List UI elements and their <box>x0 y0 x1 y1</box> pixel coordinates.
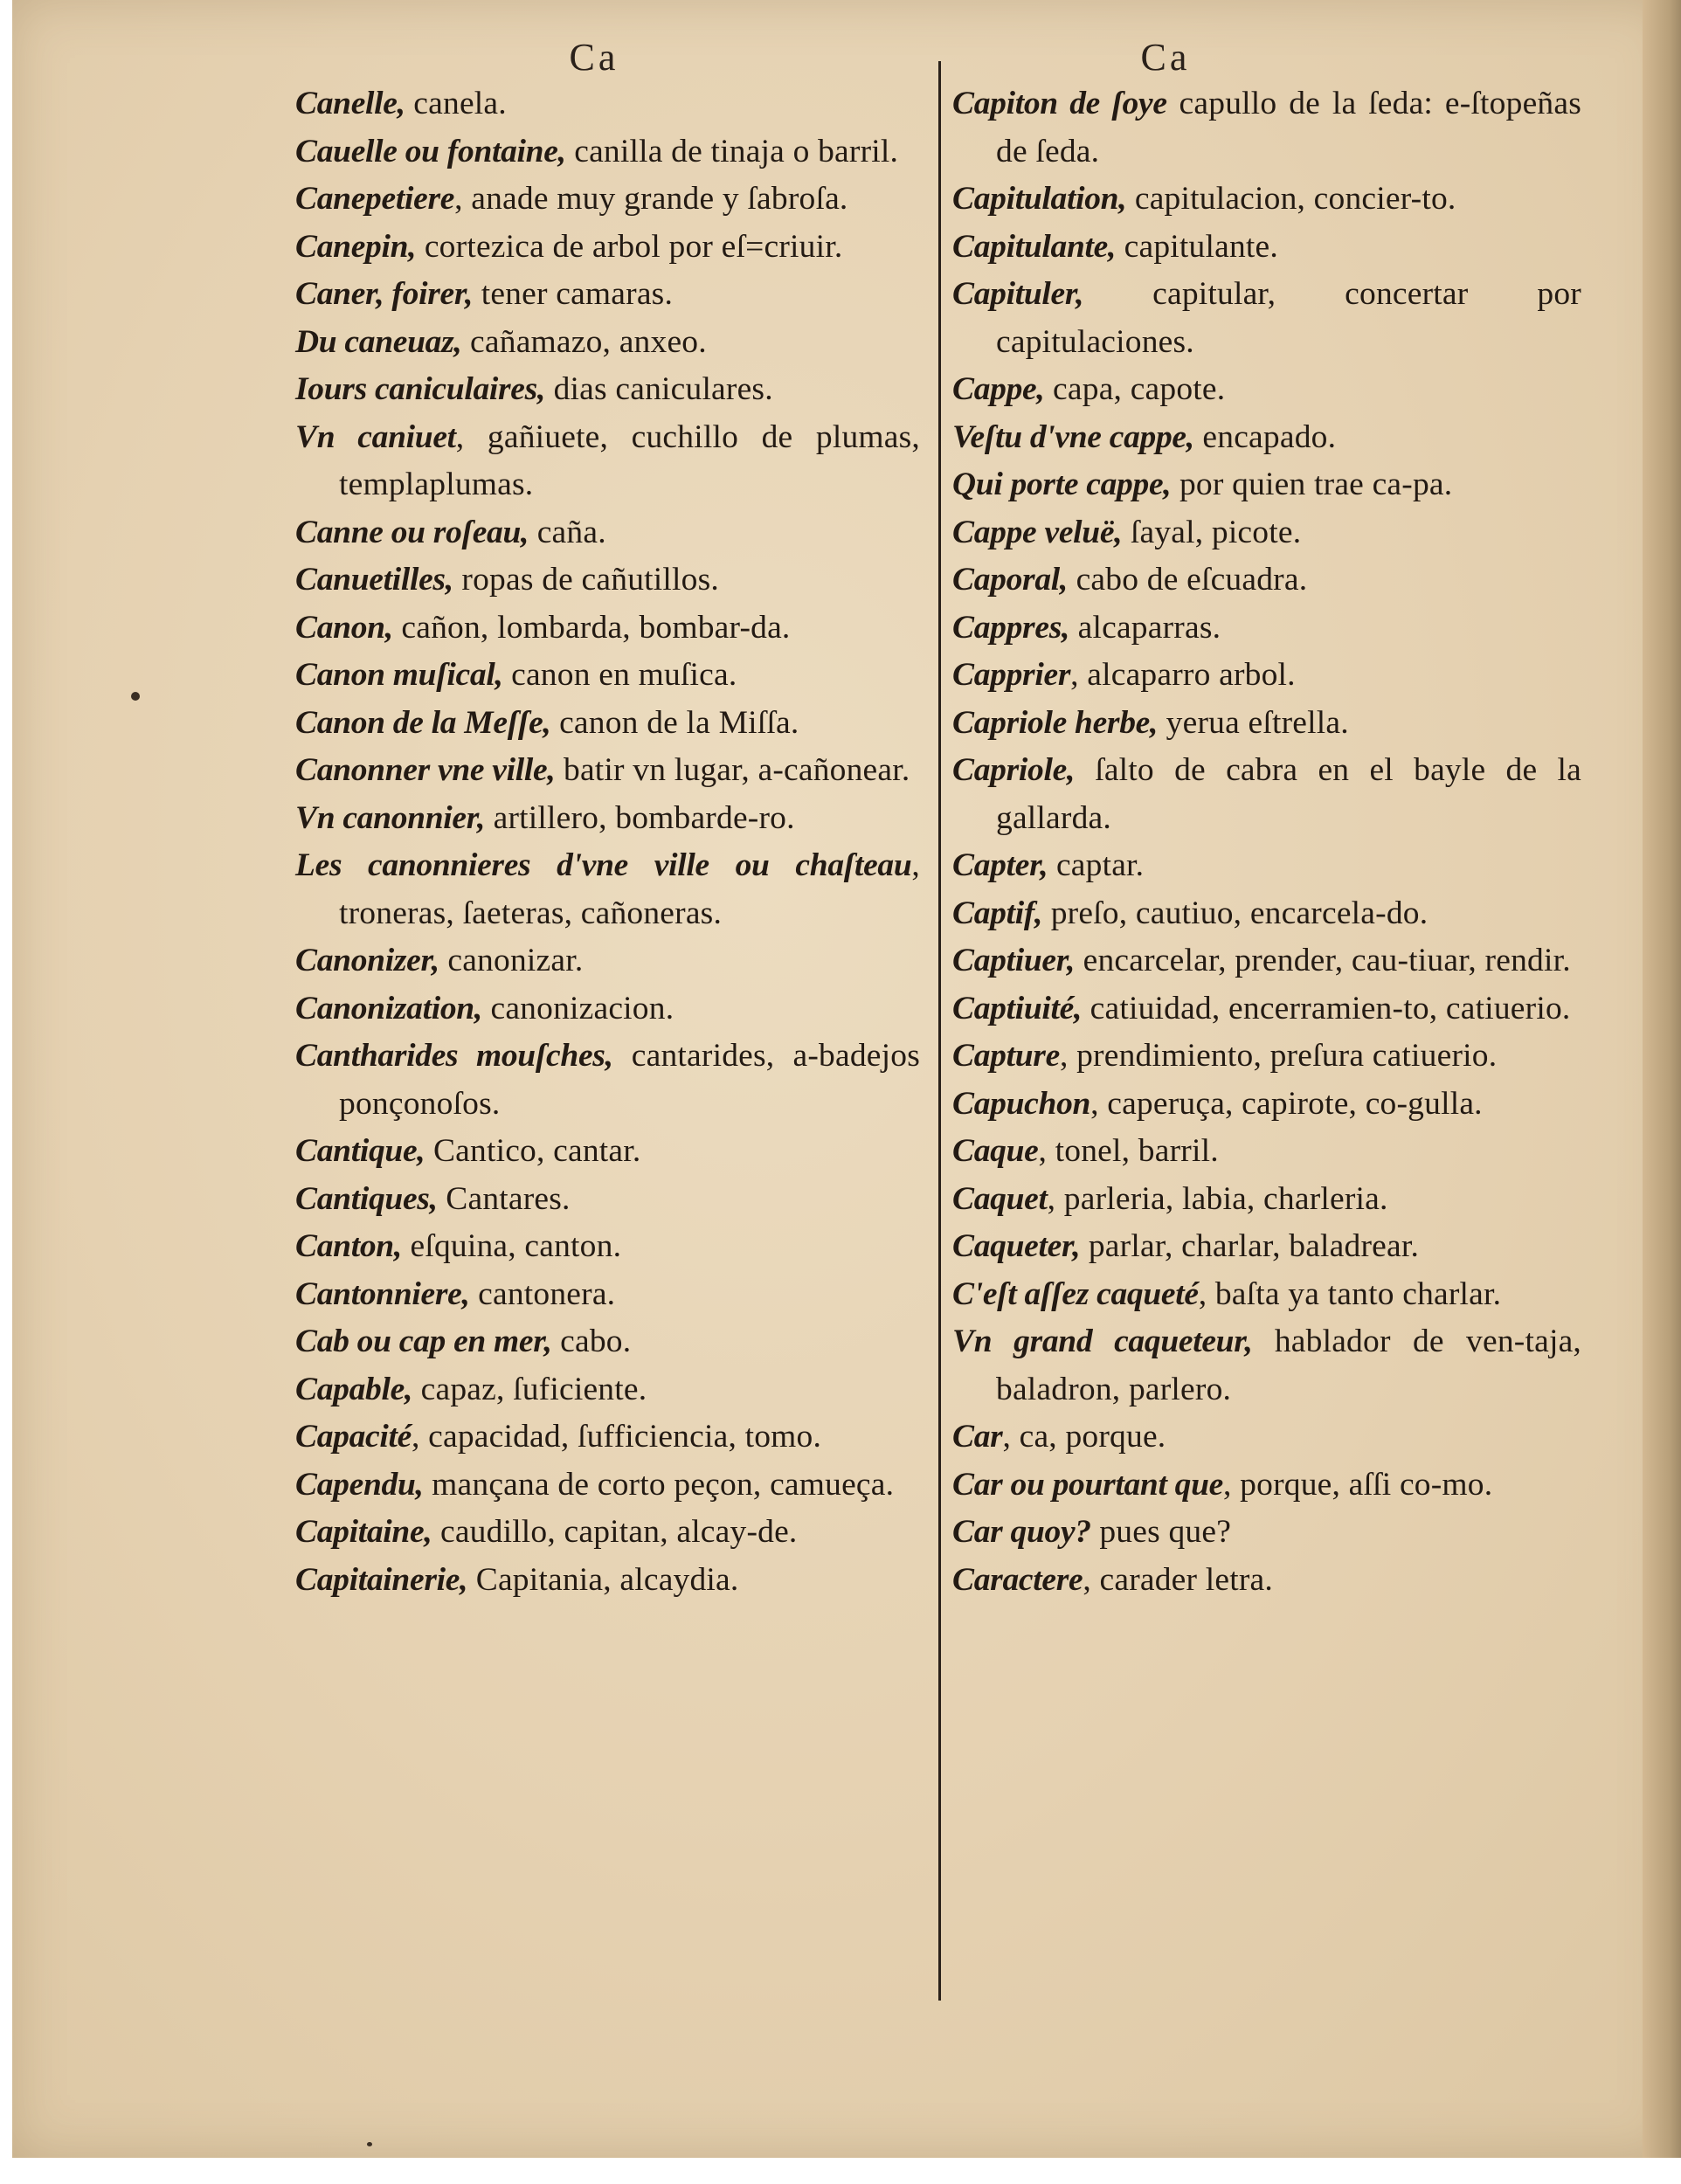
entry-headword: Cantiques, <box>295 1180 438 1217</box>
entry-headword: Vn canonnier, <box>295 799 486 836</box>
entry-headword: Canonizer, <box>295 943 439 978</box>
entry-headword: Capture <box>952 1038 1060 1074</box>
dictionary-entry <box>295 1128 920 1176</box>
entry-definition: captar. <box>1048 847 1145 883</box>
dictionary-entry <box>295 1223 920 1271</box>
entry-definition: , troneras, ſaeteras, cañoneras. <box>339 847 920 931</box>
dictionary-entry <box>295 224 920 272</box>
entry-definition: ſayal, picote. <box>1122 514 1302 550</box>
dictionary-entry <box>952 1271 1581 1319</box>
entry-definition: , tonel, barril. <box>1038 1133 1219 1169</box>
entry-headword: Cappe veluë, <box>952 514 1123 550</box>
entry-definition: batir vn lugar, a-cañonear. <box>555 752 910 788</box>
dictionary-entry <box>295 605 920 653</box>
dictionary-entry <box>295 1509 920 1557</box>
dictionary-entry <box>952 652 1581 700</box>
entry-headword: Caqueter, <box>952 1228 1081 1264</box>
dictionary-entry <box>295 80 920 128</box>
entry-definition: catiuidad, encerramien-to, catiuerio. <box>1082 990 1571 1026</box>
dictionary-entry <box>952 1081 1581 1129</box>
entry-definition: capitular, concertar por capitulaciones. <box>996 276 1581 360</box>
dictionary-entry <box>295 366 920 414</box>
entry-definition: mançana de corto peçon, camueça. <box>423 1466 895 1503</box>
entry-headword: Canonner vne ville, <box>295 752 556 788</box>
entry-definition: canon en muſica. <box>502 657 737 693</box>
entry-definition: dias caniculares. <box>545 371 773 407</box>
entry-headword: Cappres, <box>952 609 1070 646</box>
entry-headword: Vn grand caqueteur, <box>952 1324 1253 1359</box>
right-column-header: Ca <box>1140 36 1191 79</box>
entry-headword: Canelle, <box>295 86 405 121</box>
entry-definition: canon de la Miſſa. <box>550 704 799 741</box>
dictionary-entry <box>952 605 1581 653</box>
dictionary-entry <box>952 1413 1581 1462</box>
entry-definition: encarcelar, prender, cau-tiuar, rendir. <box>1075 943 1571 978</box>
left-column-header: Ca <box>569 36 619 79</box>
entry-headword: Cantharides mouſches, <box>295 1038 613 1074</box>
entry-definition: Cantares. <box>437 1180 571 1217</box>
dictionary-entry <box>952 1557 1581 1605</box>
entry-headword: Caporal, <box>952 562 1068 598</box>
dictionary-entry <box>952 1318 1581 1413</box>
entry-definition: tener camaras. <box>473 276 674 312</box>
dictionary-entry <box>295 319 920 367</box>
entry-definition: canonizacion. <box>481 990 674 1026</box>
entry-definition: por quien trae ca-pa. <box>1171 467 1453 502</box>
dictionary-entry <box>295 747 920 795</box>
entry-definition: cantarides, a-badejos ponçonoſos. <box>339 1038 920 1122</box>
entry-definition: hablador de ven-taja, baladron, parlero. <box>996 1324 1581 1407</box>
entry-headword: Car ou pourtant que <box>952 1466 1224 1503</box>
dictionary-entry <box>952 842 1581 890</box>
ink-speck <box>367 2142 372 2146</box>
entry-headword: Capitulation, <box>952 181 1127 217</box>
entry-headword: Qui porte cappe, <box>952 467 1172 502</box>
entry-headword: Canon, <box>295 609 393 646</box>
entry-definition: Cantico, cantar. <box>425 1133 641 1169</box>
entry-definition: ſalto de cabra en el bayle de la gallarda. <box>996 752 1581 836</box>
dictionary-entry <box>952 937 1581 985</box>
entry-definition: parlar, charlar, baladrear. <box>1080 1228 1420 1264</box>
entry-headword: Capriole herbe, <box>952 704 1159 741</box>
entry-headword: Car quoy? <box>952 1514 1091 1550</box>
entry-definition: , carader letra. <box>1083 1561 1273 1598</box>
entry-definition: , anade muy grande y ſabroſa. <box>454 181 848 217</box>
dictionary-entry <box>295 652 920 700</box>
entry-definition: , baſta ya tanto charlar. <box>1198 1275 1502 1312</box>
right-column <box>952 80 1581 1604</box>
dictionary-entry <box>295 937 920 985</box>
entry-headword: Captif, <box>952 895 1043 931</box>
entry-headword: Capprier <box>952 657 1071 693</box>
dictionary-entry <box>952 985 1581 1033</box>
entry-headword: Capuchon <box>952 1085 1091 1122</box>
entry-headword: Canon de la Meſſe, <box>295 704 551 741</box>
entry-headword: Caque <box>952 1133 1039 1169</box>
dictionary-entry <box>295 842 920 937</box>
entry-definition: artillero, bombarde-ro. <box>485 799 795 836</box>
entry-headword: Veſtu d'vne cappe, <box>952 418 1194 455</box>
dictionary-entry <box>952 414 1581 462</box>
left-column <box>295 80 920 1604</box>
entry-definition: encapado. <box>1193 418 1337 455</box>
entry-headword: Cantonniere, <box>295 1275 470 1312</box>
entry-definition: pues que? <box>1090 1514 1232 1550</box>
dictionary-entry <box>295 176 920 224</box>
entry-headword: Capitulante, <box>952 228 1117 265</box>
entry-definition: canilla de tinaja o barril. <box>565 133 899 169</box>
entry-headword: Capitainerie, <box>295 1561 468 1598</box>
entry-headword: Iours caniculaires, <box>295 371 546 407</box>
dictionary-entry <box>952 80 1581 176</box>
dictionary-entry <box>952 700 1581 748</box>
dictionary-entry <box>952 556 1581 605</box>
entry-headword: Captiuité, <box>952 990 1083 1026</box>
entry-definition: , caperuça, capirote, co-gulla. <box>1090 1085 1483 1122</box>
dictionary-entry <box>952 1509 1581 1557</box>
entry-headword: Capitaine, <box>295 1514 432 1550</box>
entry-headword: Capiton de ſoye <box>952 86 1167 121</box>
entry-definition: capa, capote. <box>1044 371 1226 407</box>
dictionary-entry <box>295 985 920 1033</box>
dictionary-entry <box>295 795 920 843</box>
entry-definition: cabo. <box>551 1324 632 1359</box>
entry-definition: cortezica de arbol por eſ=criuir. <box>416 228 843 265</box>
dictionary-entry <box>295 1318 920 1366</box>
entry-definition: , gañiuete, cuchillo de plumas, templaplumas. <box>339 418 920 502</box>
entry-headword: Canon muſical, <box>295 657 503 693</box>
entry-definition: Capitania, alcaydia. <box>467 1561 739 1598</box>
dictionary-entry <box>295 1033 920 1128</box>
entry-headword: Capable, <box>295 1371 413 1407</box>
dictionary-entry <box>952 366 1581 414</box>
dictionary-entry <box>952 509 1581 557</box>
entry-headword: Cappe, <box>952 371 1045 407</box>
entry-definition: capitulacion, concier-to. <box>1126 181 1456 217</box>
dictionary-entry <box>295 1271 920 1319</box>
dictionary-entry <box>295 128 920 176</box>
dictionary-entry <box>952 1033 1581 1081</box>
entry-definition: canela. <box>405 86 507 121</box>
dictionary-entry <box>295 509 920 557</box>
entry-headword: Canuetilles, <box>295 562 453 598</box>
entry-definition: , alcaparro arbol. <box>1070 657 1296 693</box>
page-edge-shadow <box>1643 0 1681 2158</box>
entry-headword: Cauelle ou fontaine, <box>295 133 566 169</box>
dictionary-entry <box>952 271 1581 366</box>
entry-definition: alcaparras. <box>1069 609 1221 646</box>
dictionary-entry <box>295 1176 920 1224</box>
dictionary-entry <box>952 176 1581 224</box>
entry-headword: Vn caniuet <box>295 418 456 455</box>
ink-speck <box>131 692 140 701</box>
entry-definition: capullo de la ſeda: e-ſtopeñas de ſeda. <box>996 86 1581 169</box>
entry-headword: Caner, foirer, <box>295 276 474 312</box>
entry-definition: capaz, ſuficiente. <box>412 1371 647 1407</box>
dictionary-entry <box>295 414 920 509</box>
entry-headword: Cab ou cap en mer, <box>295 1324 552 1359</box>
entry-definition: , ca, porque. <box>1002 1419 1166 1455</box>
entry-headword: Canne ou roſeau, <box>295 514 529 550</box>
entry-definition: cantonera. <box>469 1275 616 1312</box>
entry-headword: Les canonnieres d'vne ville ou chaſteau <box>295 847 912 883</box>
entry-definition: cañamazo, anxeo. <box>461 323 707 360</box>
entry-headword: Canepin, <box>295 228 417 265</box>
entry-definition: , capacidad, ſufficiencia, tomo. <box>412 1419 822 1455</box>
entry-definition: capitulante. <box>1116 228 1278 265</box>
entry-definition: canonizar. <box>439 943 584 978</box>
scan-margin <box>0 2158 1681 2184</box>
entry-headword: Caractere <box>952 1561 1083 1598</box>
entry-definition: , prendimiento, preſura catiuerio. <box>1059 1038 1498 1074</box>
entry-headword: Caquet <box>952 1180 1048 1217</box>
entry-headword: Car <box>952 1419 1003 1455</box>
entry-definition: , porque, aſſi co-mo. <box>1223 1466 1493 1503</box>
entry-definition: caña. <box>529 514 606 550</box>
dictionary-entry <box>295 1557 920 1605</box>
entry-headword: Capendu, <box>295 1466 424 1503</box>
dictionary-entry <box>952 1462 1581 1510</box>
entry-definition: , parleria, labia, charleria. <box>1047 1180 1388 1217</box>
dictionary-entry <box>295 1366 920 1414</box>
entry-definition: yerua eſtrella. <box>1158 704 1349 741</box>
dictionary-entry <box>295 271 920 319</box>
dictionary-entry <box>952 224 1581 272</box>
entry-headword: Capriole, <box>952 752 1076 788</box>
entry-definition: eſquina, canton. <box>401 1228 622 1264</box>
column-divider <box>938 61 941 2001</box>
entry-headword: Capituler, <box>952 276 1084 312</box>
dictionary-entry <box>295 1462 920 1510</box>
dictionary-entry <box>952 747 1581 842</box>
entry-headword: Capacité <box>295 1419 412 1455</box>
entry-headword: Du caneuaz, <box>295 323 462 360</box>
entry-definition: caudillo, capitan, alcay-de. <box>432 1514 798 1550</box>
entry-headword: C'eſt aſſez caqueté <box>952 1275 1199 1312</box>
entry-headword: Capter, <box>952 847 1048 883</box>
dictionary-entry <box>295 556 920 605</box>
dictionary-entry <box>952 890 1581 938</box>
dictionary-entry <box>295 1413 920 1462</box>
dictionary-entry <box>295 700 920 748</box>
entry-headword: Canepetiere <box>295 181 455 217</box>
entry-headword: Canonization, <box>295 990 482 1026</box>
dictionary-entry <box>952 1223 1581 1271</box>
dictionary-entry <box>952 1176 1581 1224</box>
dictionary-entry <box>952 1128 1581 1176</box>
entry-headword: Canton, <box>295 1228 402 1264</box>
entry-definition: cabo de eſcuadra. <box>1068 562 1308 598</box>
entry-definition: ropas de cañutillos. <box>453 562 719 598</box>
entry-definition: preſo, cautiuo, encarcela-do. <box>1042 895 1429 931</box>
entry-headword: Cantique, <box>295 1133 425 1169</box>
entry-definition: cañon, lombarda, bombar-da. <box>392 609 791 646</box>
dictionary-entry <box>952 461 1581 509</box>
entry-headword: Captiuer, <box>952 943 1076 978</box>
